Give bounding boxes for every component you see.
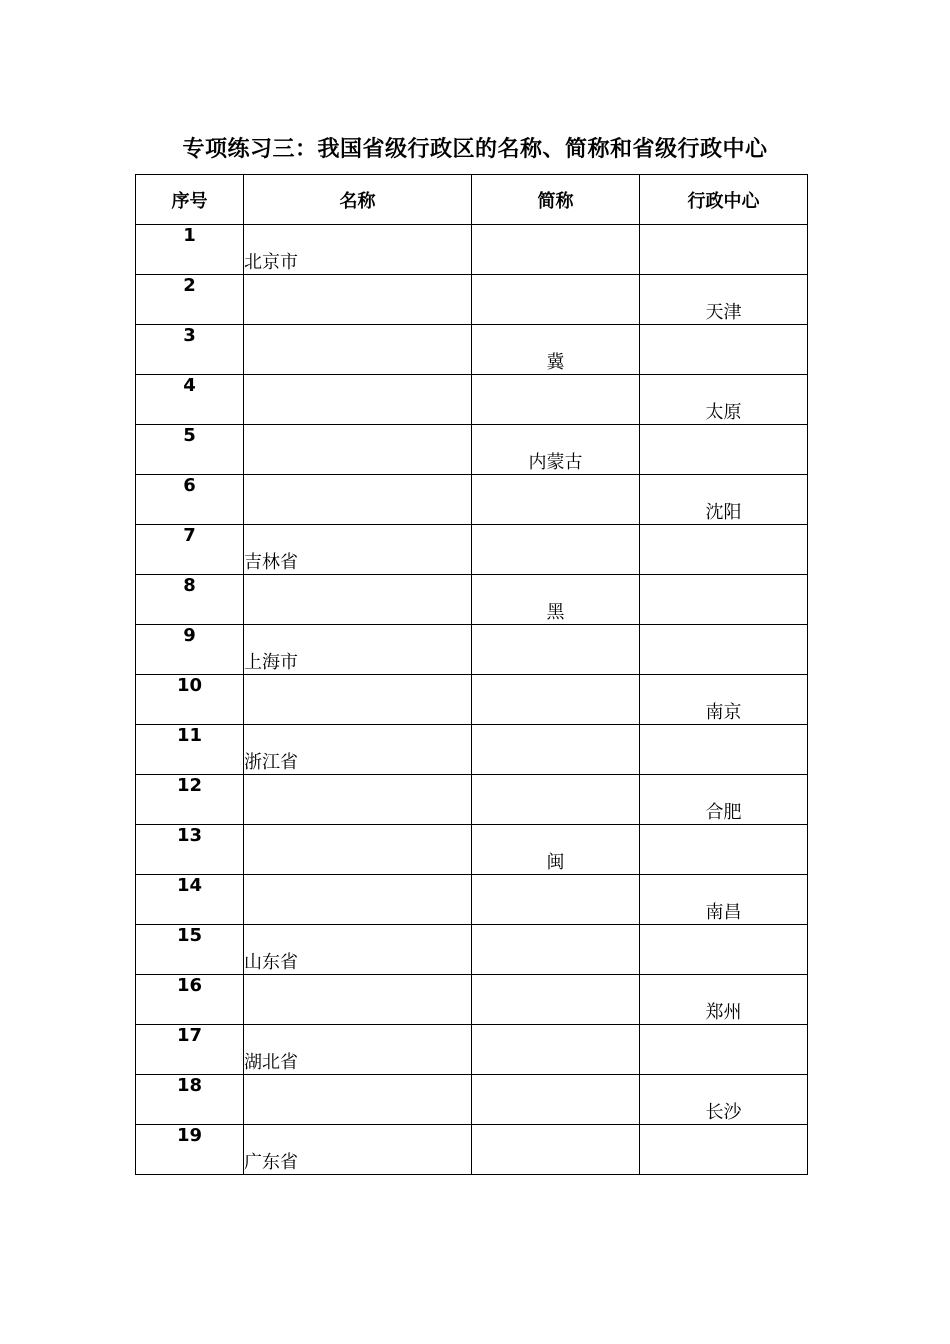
table-row (136, 925, 808, 975)
province-abbr-cell[interactable] (472, 1125, 640, 1175)
province-name-cell[interactable] (244, 475, 472, 525)
province-name-cell[interactable] (244, 575, 472, 625)
table-row (136, 775, 808, 825)
province-name-cell[interactable] (244, 875, 472, 925)
row-number: 9 (136, 625, 244, 675)
province-capital-cell[interactable] (640, 1025, 808, 1075)
province-capital-cell[interactable] (640, 725, 808, 775)
table-row (136, 725, 808, 775)
province-abbr-cell[interactable] (472, 725, 640, 775)
province-abbr-cell[interactable] (472, 975, 640, 1025)
province-table (135, 174, 808, 1175)
province-abbr-cell[interactable] (472, 375, 640, 425)
table-row (136, 675, 808, 725)
row-number: 3 (136, 325, 244, 375)
header-name: 名称 (244, 175, 472, 225)
province-name-cell[interactable] (244, 275, 472, 325)
province-abbr-cell[interactable]: 冀 (472, 325, 640, 375)
province-capital-cell[interactable]: 合肥 (640, 775, 808, 825)
row-number: 1 (136, 225, 244, 275)
page-title: 专项练习三：我国省级行政区的名称、简称和省级行政中心 (182, 137, 768, 162)
province-capital-cell[interactable] (640, 925, 808, 975)
province-capital-cell[interactable]: 天津 (640, 275, 808, 325)
table-row (136, 425, 808, 475)
province-name-cell[interactable]: 吉林省 (244, 525, 472, 575)
header-abbr: 简称 (472, 175, 640, 225)
province-capital-cell[interactable] (640, 325, 808, 375)
province-name-cell[interactable] (244, 1075, 472, 1125)
province-capital-cell[interactable] (640, 825, 808, 875)
row-number: 15 (136, 925, 244, 975)
row-number: 17 (136, 1025, 244, 1075)
table-row (136, 875, 808, 925)
province-abbr-cell[interactable] (472, 1025, 640, 1075)
province-abbr-cell[interactable]: 黑 (472, 575, 640, 625)
province-name-cell[interactable] (244, 375, 472, 425)
table-row (136, 625, 808, 675)
province-capital-cell[interactable]: 郑州 (640, 975, 808, 1025)
row-number: 11 (136, 725, 244, 775)
province-capital-cell[interactable]: 沈阳 (640, 475, 808, 525)
row-number: 10 (136, 675, 244, 725)
province-name-cell[interactable] (244, 975, 472, 1025)
row-number: 19 (136, 1125, 244, 1175)
row-number: 6 (136, 475, 244, 525)
province-capital-cell[interactable] (640, 625, 808, 675)
table-row (136, 275, 808, 325)
table-row (136, 225, 808, 275)
table-row (136, 575, 808, 625)
row-number: 5 (136, 425, 244, 475)
province-abbr-cell[interactable] (472, 875, 640, 925)
province-abbr-cell[interactable] (472, 475, 640, 525)
province-capital-cell[interactable]: 太原 (640, 375, 808, 425)
province-name-cell[interactable]: 广东省 (244, 1125, 472, 1175)
province-capital-cell[interactable] (640, 575, 808, 625)
table-row (136, 325, 808, 375)
province-abbr-cell[interactable] (472, 1075, 640, 1125)
province-name-cell[interactable] (244, 825, 472, 875)
province-abbr-cell[interactable] (472, 925, 640, 975)
province-capital-cell[interactable]: 南京 (640, 675, 808, 725)
header-num: 序号 (136, 175, 244, 225)
province-capital-cell[interactable]: 南昌 (640, 875, 808, 925)
table-body (136, 225, 808, 1175)
province-abbr-cell[interactable] (472, 675, 640, 725)
province-name-cell[interactable] (244, 425, 472, 475)
table-row (136, 1075, 808, 1125)
province-name-cell[interactable]: 北京市 (244, 225, 472, 275)
province-name-cell[interactable]: 湖北省 (244, 1025, 472, 1075)
province-name-cell[interactable] (244, 325, 472, 375)
province-abbr-cell[interactable] (472, 775, 640, 825)
table-row (136, 525, 808, 575)
province-name-cell[interactable]: 浙江省 (244, 725, 472, 775)
row-number: 4 (136, 375, 244, 425)
header-capital: 行政中心 (640, 175, 808, 225)
province-abbr-cell[interactable] (472, 225, 640, 275)
table-row (136, 825, 808, 875)
row-number: 18 (136, 1075, 244, 1125)
province-abbr-cell[interactable] (472, 275, 640, 325)
row-number: 2 (136, 275, 244, 325)
province-capital-cell[interactable]: 长沙 (640, 1075, 808, 1125)
table-row (136, 1025, 808, 1075)
province-capital-cell[interactable] (640, 1125, 808, 1175)
province-name-cell[interactable]: 山东省 (244, 925, 472, 975)
row-number: 8 (136, 575, 244, 625)
row-number: 7 (136, 525, 244, 575)
province-abbr-cell[interactable] (472, 625, 640, 675)
province-abbr-cell[interactable]: 闽 (472, 825, 640, 875)
province-capital-cell[interactable] (640, 525, 808, 575)
table-header-row (136, 175, 808, 225)
table-row (136, 475, 808, 525)
province-abbr-cell[interactable]: 内蒙古 (472, 425, 640, 475)
table-row (136, 1125, 808, 1175)
row-number: 13 (136, 825, 244, 875)
province-name-cell[interactable]: 上海市 (244, 625, 472, 675)
row-number: 14 (136, 875, 244, 925)
table-row (136, 975, 808, 1025)
province-capital-cell[interactable] (640, 225, 808, 275)
province-name-cell[interactable] (244, 675, 472, 725)
province-capital-cell[interactable] (640, 425, 808, 475)
row-number: 16 (136, 975, 244, 1025)
province-name-cell[interactable] (244, 775, 472, 825)
row-number: 12 (136, 775, 244, 825)
table-row (136, 375, 808, 425)
province-abbr-cell[interactable] (472, 525, 640, 575)
